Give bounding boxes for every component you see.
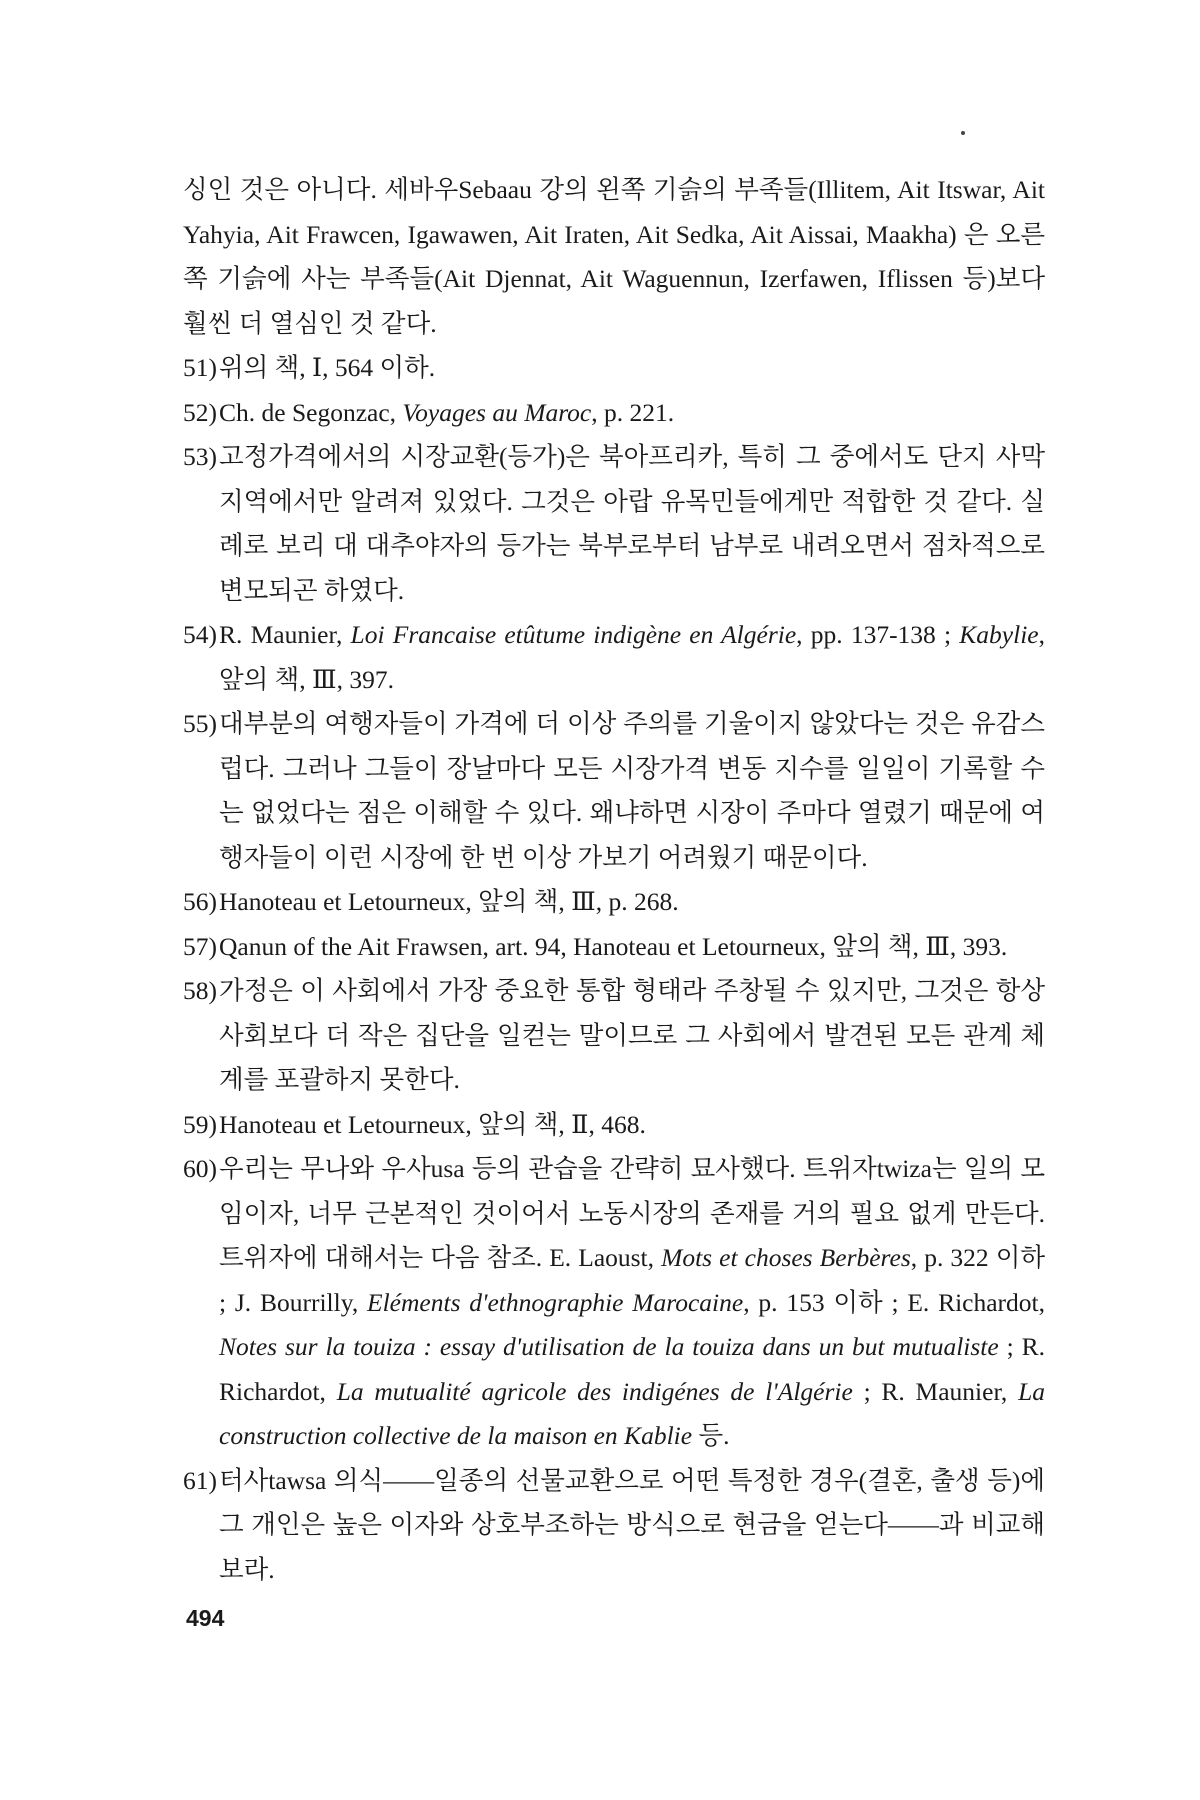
book-title: La construction collective de la maison en Kablie [219, 1376, 1045, 1450]
page-number: 494 [186, 1605, 225, 1631]
note-number: 54) [183, 620, 217, 649]
note-text: , p. 221. [591, 397, 675, 427]
note-50-continuation [183, 168, 1045, 346]
note-number: 51) [183, 353, 217, 382]
note-text: 위의 책, Ⅰ, 564 이하. [219, 353, 436, 382]
book-title: Mots et choses Berbères [661, 1243, 911, 1272]
note-text: Ch. de Segonzac, [219, 397, 403, 427]
note-text: , pp. 137-138 ; [796, 620, 960, 649]
note-text: , p. 322 이하 ; J. Bourrilly, [219, 1243, 1045, 1317]
book-title: La mutualité agricole des indigénes de l'Algérie [336, 1376, 853, 1406]
stray-mark [961, 131, 965, 135]
note-text: 등. [692, 1421, 730, 1450]
note-number: 60) [183, 1154, 217, 1183]
note-text: Hanoteau et Letourneux, 앞의 책, Ⅱ, 468. [219, 1109, 646, 1139]
note-text: 우리는 무나와 우사usa 등의 관습을 간략히 묘사했다. 트위자twiza는 일의 모임이자, 너무 근본적인 것이어서 노동시장의 존재를 거의 필요 없게 만든다. 트위자에 대해서는 다음 참조. E. Laoust, [219, 1154, 1045, 1272]
book-title: Loi Francaise etûtume indigène en Algérie [350, 620, 797, 649]
book-title: Notes sur la touiza : essay d'utilisation de la touiza dans un but mutualiste [219, 1332, 999, 1361]
note-59 [183, 1103, 1045, 1148]
note-54 [183, 613, 1045, 702]
note-text: 대부분의 여행자들이 가격에 더 이상 주의를 기울이지 않았다는 것은 유감스럽다. 그러나 그들이 장날마다 모든 시장가격 변동 지수를 일일이 기록할 수는 없었다는 점은 이해할 수 있다. 왜냐하면 시장이 주마다 열렸기 때문에 여행자들이 이런 시장에 한 번 이상 가보기 어려웠기 때문이다. [219, 709, 1045, 872]
note-text: Qanun of the Ait Frawsen, art. 94, Hanoteau et Letourneux, 앞의 책, Ⅲ, 393. [219, 931, 1008, 961]
book-title: Eléments d'ethnographie Marocaine [367, 1287, 744, 1317]
note-number: 53) [183, 442, 217, 471]
note-text: 고정가격에서의 시장교환(등가)은 북아프리카, 특히 그 중에서도 단지 사막 지역에서만 알려져 있었다. 그것은 아랍 유목민들에게만 적합한 것 같다. 실례로 보리 대 대추야자의 등가는 북부로부터 남부로 내려오면서 점차적으로 변모되곤 하였다. [219, 442, 1045, 605]
note-text: 싱인 것은 아니다. 세바우Sebaau 강의 왼쪽 기슭의 부족들(Illitem, Ait Itswar, Ait Yahyia, Ait Frawcen, Igawawen, Ait Iraten, Ait Sedka, Ait Aissai, Maakha) 은 오른쪽 기슭에 사는 부족들(Ait Djennat, Ait Waguennun, Izerfawen, Iflissen 등)보다 훨씬 더 열심인 것 같다. [183, 175, 1045, 338]
note-51 [183, 346, 1045, 391]
note-text: ; R. Maunier, [852, 1376, 1019, 1406]
note-text: R. Maunier, [219, 620, 351, 649]
note-55 [183, 702, 1045, 880]
note-number: 59) [183, 1109, 217, 1139]
book-title: Voyages au Maroc [402, 397, 592, 427]
note-number: 57) [183, 931, 217, 961]
note-58 [183, 969, 1045, 1103]
note-number: 61) [183, 1465, 217, 1495]
note-60 [183, 1147, 1045, 1459]
note-text: 가정은 이 사회에서 가장 중요한 통합 형태라 주창될 수 있지만, 그것은 항상 사회보다 더 작은 집단을 일컫는 말이므로 그 사회에서 발견된 모든 관계 체계를 포괄하지 못한다. [219, 976, 1045, 1094]
note-text: , 앞의 책, Ⅲ, 397. [219, 620, 1045, 694]
note-text: ; R. Richardot, [219, 1332, 1045, 1406]
note-number: 55) [183, 709, 217, 738]
endnotes-body [183, 168, 1045, 1592]
note-57 [183, 925, 1045, 970]
note-text: 터사tawsa 의식——일종의 선물교환으로 어떤 특정한 경우(결혼, 출생 등)에 그 개인은 높은 이자와 상호부조하는 방식으로 현금을 얻는다——과 비교해 보라. [219, 1465, 1045, 1584]
note-text: Hanoteau et Letourneux, 앞의 책, Ⅲ, p. 268. [219, 887, 679, 916]
note-number: 52) [183, 397, 217, 427]
note-text: , p. 153 이하 ; E. Richardot, [743, 1287, 1046, 1317]
note-56 [183, 880, 1045, 925]
note-number: 58) [183, 976, 217, 1005]
note-number: 56) [183, 887, 217, 916]
note-52 [183, 391, 1045, 436]
note-53 [183, 435, 1045, 613]
book-title: Kabylie [959, 620, 1039, 649]
note-61 [183, 1459, 1045, 1593]
